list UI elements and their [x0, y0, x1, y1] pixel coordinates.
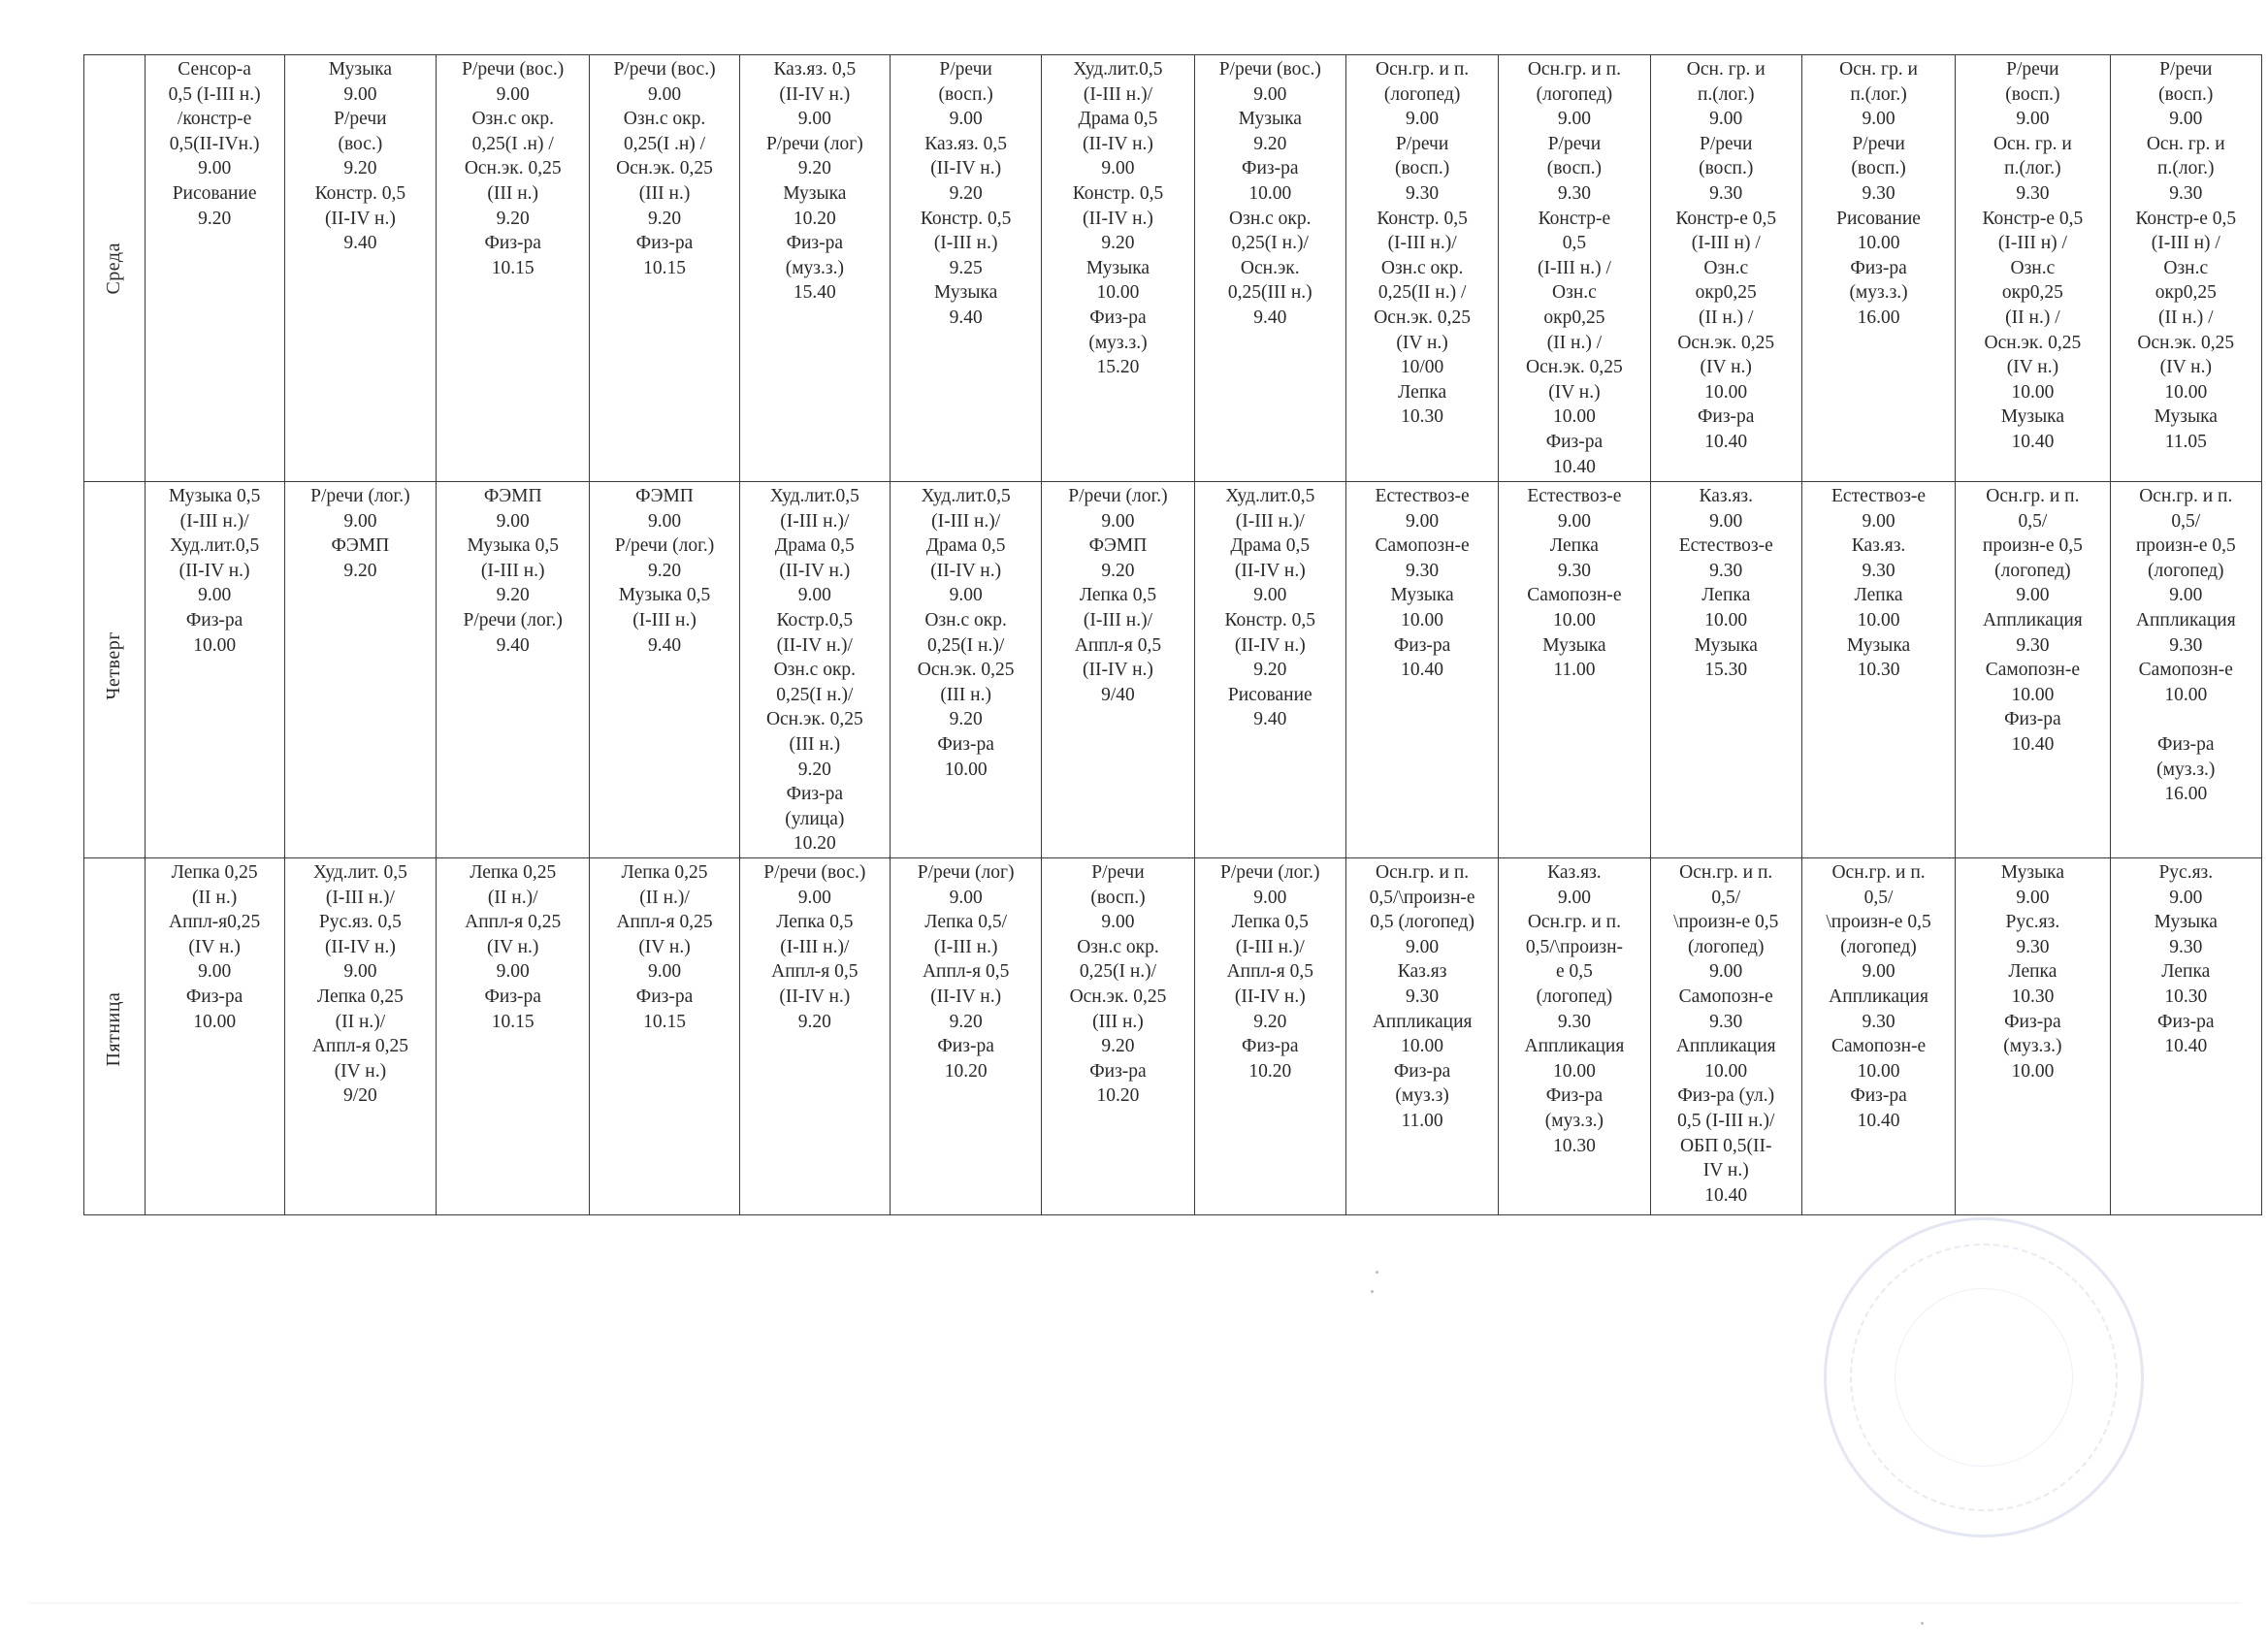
lesson-cell: Р/речи (восп.) 9.00 Осн. гр. и п.(лог.) 9.30 Констр-е 0,5 (I-III н) / Озн.с окр0,25 (II н.) / Осн.эк. 0,25 (IV н.) 10.00 Музыка 11.05	[2110, 55, 2261, 482]
day-cell	[84, 482, 146, 858]
lesson-cell: Лепка 0,25 (II н.)/ Аппл-я 0,25 (IV н.) 9.00 Физ-ра 10.15	[590, 858, 739, 1215]
lesson-cell: ФЭМП 9.00 Музыка 0,5 (I-III н.) 9.20 Р/речи (лог.) 9.40	[437, 482, 590, 858]
lesson-cell: Р/речи (вос.) 9.00 Озн.с окр. 0,25(I .н) / Осн.эк. 0,25 (III н.) 9.20 Физ-ра 10.15	[437, 55, 590, 482]
lesson-cell: Осн. гр. и п.(лог.) 9.00 Р/речи (восп.) 9.30 Констр-е 0,5 (I-III н) / Озн.с окр0,25 (II н.) / Осн.эк. 0,25 (IV н.) 10.00 Физ-ра 10.40	[1650, 55, 1801, 482]
schedule-row	[84, 55, 2262, 482]
lesson-cell: Музыка 0,5 (I-III н.)/ Худ.лит.0,5 (II-IV н.) 9.00 Физ-ра 10.00	[145, 482, 284, 858]
lesson-cell: Р/речи (вос.) 9.00 Музыка 9.20 Физ-ра 10.00 Озн.с окр. 0,25(I н.)/ Осн.эк. 0,25(III н.) 9.40	[1194, 55, 1345, 482]
scan-speck	[1921, 1622, 1924, 1625]
lesson-cell: Каз.яз. 0,5 (II-IV н.) 9.00 Р/речи (лог) 9.20 Музыка 10.20 Физ-ра (муз.з.) 15.40	[739, 55, 890, 482]
lesson-cell: Худ.лит.0,5 (I-III н.)/ Драма 0,5 (II-IV н.) 9.00 Констр. 0,5 (II-IV н.) 9.20 Рисование 9.40	[1194, 482, 1345, 858]
lesson-cell: Р/речи (восп.) 9.00 Осн. гр. и п.(лог.) 9.30 Констр-е 0,5 (I-III н) / Озн.с окр0,25 (II н.) / Осн.эк. 0,25 (IV н.) 10.00 Музыка 10.40	[1956, 55, 2110, 482]
schedule-row	[84, 482, 2262, 858]
lesson-cell: Лепка 0,25 (II н.) Аппл-я0,25 (IV н.) 9.00 Физ-ра 10.00	[145, 858, 284, 1215]
scan-speck	[1371, 1290, 1374, 1293]
lesson-cell: Осн.гр. и п. 0,5/ произн-е 0,5 (логопед) 9.00 Аппликация 9.30 Самопозн-е 10.00 Физ-ра 10.40	[1956, 482, 2110, 858]
lesson-cell: Каз.яз. 9.00 Естествоз-е 9.30 Лепка 10.00 Музыка 15.30	[1650, 482, 1801, 858]
seal-stamp	[1824, 1217, 2144, 1537]
lesson-cell: Сенсор-а 0,5 (I-III н.) /констр-е 0,5(II-IVн.) 9.00 Рисование 9.20	[145, 55, 284, 482]
day-cell	[84, 858, 146, 1215]
lesson-cell: Р/речи (восп.) 9.00 Каз.яз. 0,5 (II-IV н.) 9.20 Констр. 0,5 (I-III н.) 9.25 Музыка 9.40	[890, 55, 1041, 482]
lesson-cell: Р/речи (вос.) 9.00 Лепка 0,5 (I-III н.)/ Аппл-я 0,5 (II-IV н.) 9.20	[739, 858, 890, 1215]
lesson-cell: Осн.гр. и п. 0,5/ \произн-е 0,5 (логопед) 9.00 Аппликация 9.30 Самопозн-е 10.00 Физ-ра 10.40	[1801, 858, 1955, 1215]
lesson-cell: Осн.гр. и п. 0,5/ \произн-е 0,5 (логопед) 9.00 Самопозн-е 9.30 Аппликация 10.00 Физ-ра (ул.) 0,5 (I-III н.)/ ОБП 0,5(II- IV н.) 10.40	[1650, 858, 1801, 1215]
lesson-cell: Р/речи (лог.) 9.00 Лепка 0,5 (I-III н.)/ Аппл-я 0,5 (II-IV н.) 9.20 Физ-ра 10.20	[1194, 858, 1345, 1215]
lesson-cell: Худ.лит. 0,5 (I-III н.)/ Рус.яз. 0,5 (II-IV н.) 9.00 Лепка 0,25 (II н.)/ Аппл-я 0,25 (IV н.) 9/20	[284, 858, 436, 1215]
lesson-cell: Естествоз-е 9.00 Каз.яз. 9.30 Лепка 10.00 Музыка 10.30	[1801, 482, 1955, 858]
lesson-cell: Каз.яз. 9.00 Осн.гр. и п. 0,5/\произн- е 0,5 (логопед) 9.30 Аппликация 10.00 Физ-ра (муз.з.) 10.30	[1499, 858, 1650, 1215]
lesson-cell: Худ.лит.0,5 (I-III н.)/ Драма 0,5 (II-IV н.) 9.00 Констр. 0,5 (II-IV н.) 9.20 Музыка 10.00 Физ-ра (муз.з.) 15.20	[1042, 55, 1194, 482]
lesson-cell: Р/речи (лог) 9.00 Лепка 0,5/ (I-III н.) Аппл-я 0,5 (II-IV н.) 9.20 Физ-ра 10.20	[890, 858, 1041, 1215]
lesson-cell: Р/речи (лог.) 9.00 ФЭМП 9.20 Лепка 0,5 (I-III н.)/ Аппл-я 0,5 (II-IV н.) 9/40	[1042, 482, 1194, 858]
lesson-cell: Естествоз-е 9.00 Самопозн-е 9.30 Музыка 10.00 Физ-ра 10.40	[1345, 482, 1498, 858]
lesson-cell: Лепка 0,25 (II н.)/ Аппл-я 0,25 (IV н.) 9.00 Физ-ра 10.15	[437, 858, 590, 1215]
lesson-cell: Худ.лит.0,5 (I-III н.)/ Драма 0,5 (II-IV н.) 9.00 Озн.с окр. 0,25(I н.)/ Осн.эк. 0,25 (III н.) 9.20 Физ-ра 10.00	[890, 482, 1041, 858]
lesson-cell: Худ.лит.0,5 (I-III н.)/ Драма 0,5 (II-IV н.) 9.00 Костр.0,5 (II-IV н.)/ Озн.с окр. 0,25(I н.)/ Осн.эк. 0,25 (III н.) 9.20 Физ-ра (улица) 10.20	[739, 482, 890, 858]
scan-speck	[1376, 1271, 1378, 1274]
schedule-row	[84, 858, 2262, 1215]
day-label: Четверг	[102, 630, 124, 700]
lesson-cell: Естествоз-е 9.00 Лепка 9.30 Самопозн-е 10.00 Музыка 11.00	[1499, 482, 1650, 858]
lesson-cell: Музыка 9.00 Рус.яз. 9.30 Лепка 10.30 Физ-ра (муз.з.) 10.00	[1956, 858, 2110, 1215]
lesson-cell: Осн.гр. и п. (логопед) 9.00 Р/речи (восп.) 9.30 Констр. 0,5 (I-III н.)/ Озн.с окр. 0,25(II н.) / Осн.эк. 0,25 (IV н.) 10/00 Лепка 10.30	[1345, 55, 1498, 482]
day-cell	[84, 55, 146, 482]
lesson-cell: ФЭМП 9.00 Р/речи (лог.) 9.20 Музыка 0,5 (I-III н.) 9.40	[590, 482, 739, 858]
page-edge-line	[29, 1602, 2241, 1603]
lesson-cell: Р/речи (лог.) 9.00 ФЭМП 9.20	[284, 482, 436, 858]
day-label: Среда	[102, 242, 124, 295]
lesson-cell: Музыка 9.00 Р/речи (вос.) 9.20 Констр. 0,5 (II-IV н.) 9.40	[284, 55, 436, 482]
schedule-body	[84, 55, 2262, 1215]
lesson-cell: Р/речи (вос.) 9.00 Озн.с окр. 0,25(I .н) / Осн.эк. 0,25 (III н.) 9.20 Физ-ра 10.15	[590, 55, 739, 482]
day-label: Пятница	[102, 991, 124, 1067]
lesson-cell: Рус.яз. 9.00 Музыка 9.30 Лепка 10.30 Физ-ра 10.40	[2110, 858, 2261, 1215]
lesson-cell: Осн.гр. и п. 0,5/ произн-е 0,5 (логопед) 9.00 Аппликация 9.30 Самопозн-е 10.00 Физ-ра (муз.з.) 16.00	[2110, 482, 2261, 858]
lesson-cell: Осн.гр. и п. (логопед) 9.00 Р/речи (восп.) 9.30 Констр-е 0,5 (I-III н.) / Озн.с окр0,25 (II н.) / Осн.эк. 0,25 (IV н.) 10.00 Физ-ра 10.40	[1499, 55, 1650, 482]
lesson-cell: Осн. гр. и п.(лог.) 9.00 Р/речи (восп.) 9.30 Рисование 10.00 Физ-ра (муз.з.) 16.00	[1801, 55, 1955, 482]
schedule-table	[83, 54, 2262, 1215]
lesson-cell: Р/речи (восп.) 9.00 Озн.с окр. 0,25(I н.)/ Осн.эк. 0,25 (III н.) 9.20 Физ-ра 10.20	[1042, 858, 1194, 1215]
lesson-cell: Осн.гр. и п. 0,5/\произн-е 0,5 (логопед) 9.00 Каз.яз 9.30 Аппликация 10.00 Физ-ра (муз.з) 11.00	[1345, 858, 1498, 1215]
